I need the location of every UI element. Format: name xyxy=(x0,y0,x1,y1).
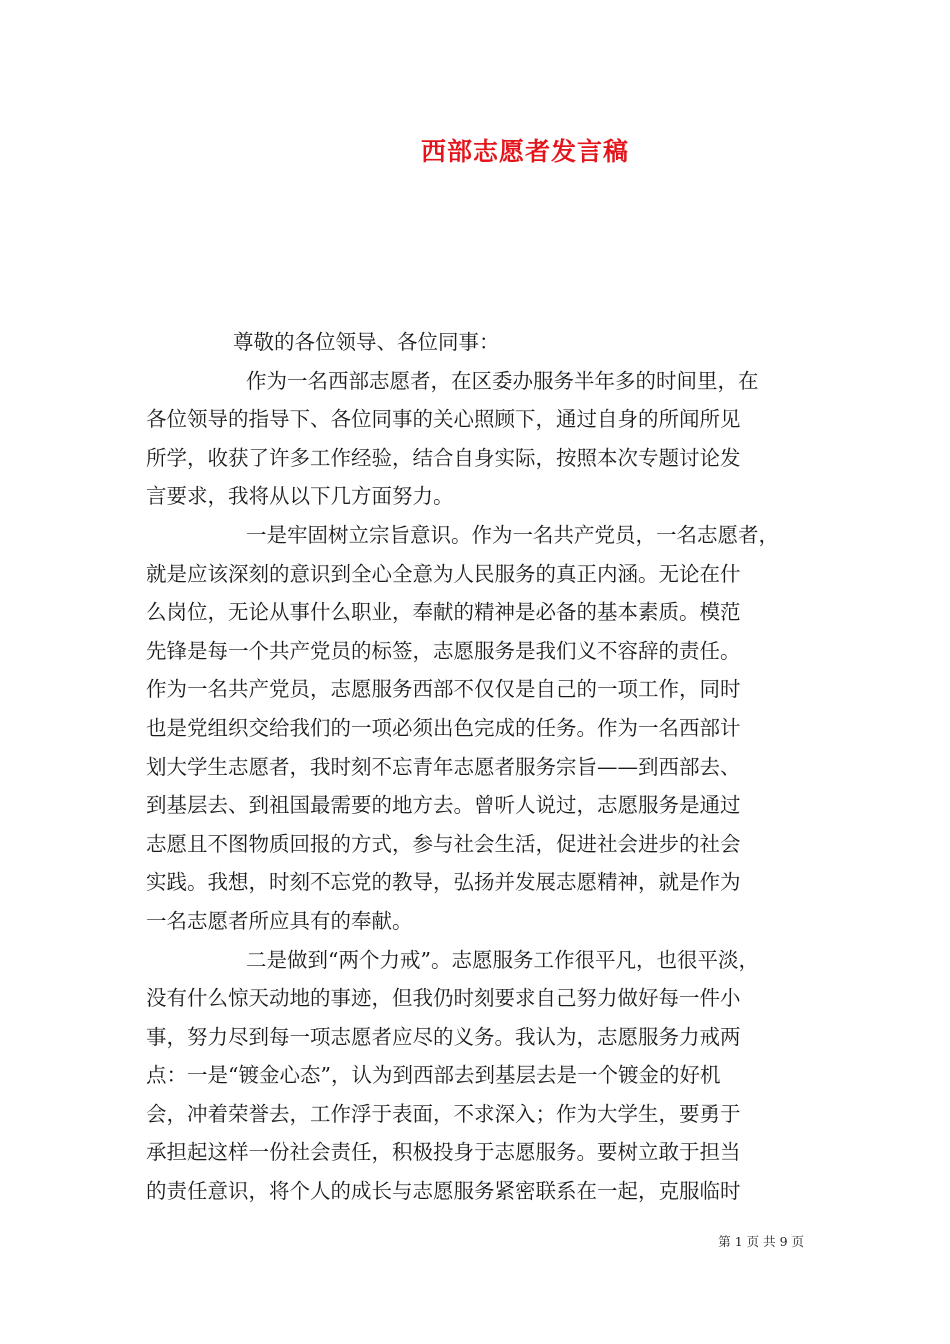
text-line: 一是牢固树立宗旨意识。作为一名共产党员，一名志愿者， xyxy=(246,522,779,547)
text-line: 承担起这样一份社会责任，积极投身于志愿服务。要树立敢于担当 xyxy=(146,1140,741,1165)
paragraph-3 xyxy=(146,941,810,1211)
page-number: 第 1 页 共 9 页 xyxy=(718,1234,804,1249)
salutation: 尊敬的各位领导、各位同事： xyxy=(233,330,500,354)
text-line: 作为一名共产党员，志愿服务西部不仅仅是自己的一项工作，同时 xyxy=(146,677,741,702)
document-body xyxy=(146,323,810,1211)
text-line: 的责任意识，将个人的成长与志愿服务紧密联系在一起，克服临时 xyxy=(146,1179,741,1204)
paragraph-1 xyxy=(146,362,810,516)
text-line: 没有什么惊天动地的事迹，但我仍时刻要求自己努力做好每一件小 xyxy=(146,986,741,1011)
text-line: 言要求，我将从以下几方面努力。 xyxy=(146,484,454,509)
text-line: 各位领导的指导下、各位同事的关心照顾下，通过自身的所闻所见 xyxy=(146,407,741,432)
text-line: 志愿且不图物质回报的方式，参与社会生活，促进社会进步的社会 xyxy=(146,831,741,856)
text-line: 也是党组织交给我们的一项必须出色完成的任务。作为一名西部计 xyxy=(146,715,741,740)
text-line: 划大学生志愿者，我时刻不忘青年志愿者服务宗旨——到西部去、 xyxy=(146,754,741,779)
text-line: 实践。我想，时刻不忘党的教导，弘扬并发展志愿精神，就是作为 xyxy=(146,870,741,895)
text-line: 所学，收获了许多工作经验，结合自身实际，按照本次专题讨论发 xyxy=(146,445,741,470)
text-line: 二是做到“两个力戒”。志愿服务工作很平凡，也很平淡， xyxy=(246,947,759,972)
text-line: 点：一是“镀金心态”，认为到西部去到基层去是一个镀金的好机 xyxy=(146,1063,721,1088)
text-line: 先锋是每一个共产党员的标签，志愿服务是我们义不容辞的责任。 xyxy=(146,638,741,663)
text-line: 到基层去、到祖国最需要的地方去。曾听人说过，志愿服务是通过 xyxy=(146,793,741,818)
paragraph-2 xyxy=(146,516,810,941)
page-title: 西部志愿者发言稿 xyxy=(420,137,629,166)
text-line: 会，冲着荣誉去，工作浮于表面，不求深入；作为大学生，要勇于 xyxy=(146,1101,741,1126)
text-line: 事，努力尽到每一项志愿者应尽的义务。我认为，志愿服务力戒两 xyxy=(146,1024,741,1049)
text-line: 就是应该深刻的意识到全心全意为人民服务的真正内涵。无论在什 xyxy=(146,561,741,586)
text-line: 一名志愿者所应具有的奉献。 xyxy=(146,908,413,933)
text-line: 作为一名西部志愿者，在区委办服务半年多的时间里，在 xyxy=(246,368,759,393)
text-line: 么岗位，无论从事什么职业，奉献的精神是必备的基本素质。模范 xyxy=(146,600,741,625)
